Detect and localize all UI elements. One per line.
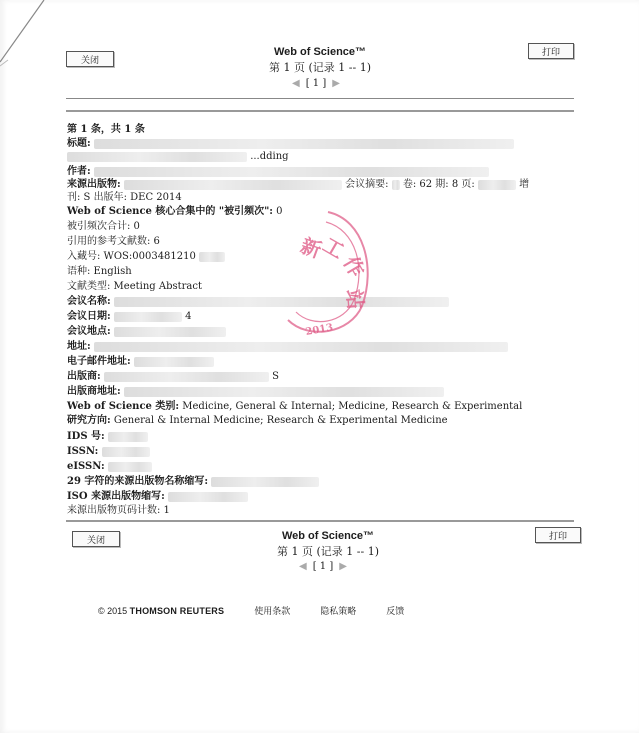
record-meeting-date: 会议日期: 4	[67, 311, 192, 322]
record-iso-abbr: ISO 来源出版物缩写:	[67, 491, 248, 503]
page-info: 第 1 页 (记录 1 -- 1)	[269, 61, 371, 74]
record-count: 第 1 条，共 1 条	[67, 124, 145, 135]
record-title: 标题:	[67, 138, 514, 150]
footer-title: Web of Science™	[281, 530, 375, 542]
prev-page-icon-bottom[interactable]: ◀	[299, 561, 307, 572]
record-publisher: 出版商: S	[67, 371, 279, 382]
print-button-bottom[interactable]: 打印	[535, 527, 581, 543]
pager-current-bottom[interactable]: [ 1 ]	[312, 561, 334, 572]
svg-text:新: 新	[297, 233, 325, 263]
svg-text:作: 作	[338, 251, 370, 282]
close-button-bottom[interactable]: 关闭	[72, 531, 120, 547]
print-button-top[interactable]: 打印	[528, 43, 574, 59]
pager-current[interactable]: [ 1 ]	[305, 78, 327, 89]
svg-text:工: 工	[318, 232, 349, 264]
record-wos-category: Web of Science 类别: Medicine, General & Internal; Medicine, Research & Experimental	[67, 401, 523, 412]
red-seal-stamp	[268, 208, 378, 343]
divider-bottom	[66, 520, 574, 522]
record-meeting-location: 会议地点:	[67, 326, 226, 338]
record-title-cont: ...dding	[67, 151, 289, 163]
record-publisher-address: 出版商地址:	[67, 386, 444, 398]
record-issn: ISSN:	[67, 446, 150, 458]
next-page-icon[interactable]: ▶	[332, 78, 340, 89]
record-language: 语种: English	[67, 266, 132, 277]
record-total-cited: 被引频次合计: 0	[67, 221, 140, 232]
record-eissn: eISSN:	[67, 461, 152, 473]
record-authors: 作者:	[67, 166, 489, 178]
record-email: 电子邮件地址:	[67, 356, 214, 368]
pager-top	[292, 78, 340, 89]
site-footer	[98, 604, 404, 617]
record-research-area: 研究方向: General & Internal Medicine; Research & Experimental Medicine	[67, 415, 448, 426]
record-page-count: 来源出版物页码计数: 1	[67, 505, 170, 516]
record-doc-type: 文献类型: Meeting Abstract	[67, 281, 202, 292]
divider-top-1	[66, 98, 574, 99]
prev-page-icon[interactable]: ◀	[292, 78, 300, 89]
footer-title-block	[258, 530, 398, 559]
record-core-cited: Web of Science 核心合集中的 "被引频次": 0	[67, 206, 283, 217]
record-ref-count: 引用的参考文献数: 6	[67, 236, 160, 247]
copyright: © 2015 THOMSON REUTERS	[98, 605, 225, 616]
header-title-block	[250, 46, 390, 75]
page-title: Web of Science™	[273, 46, 367, 58]
next-page-icon-bottom[interactable]: ▶	[339, 561, 347, 572]
terms-link[interactable]: 使用条款	[254, 606, 291, 616]
record-ids: IDS 号:	[67, 431, 148, 443]
svg-text:2013: 2013	[304, 322, 335, 338]
divider-top-2	[66, 110, 574, 112]
svg-text:站: 站	[342, 288, 368, 311]
footer-page-info: 第 1 页 (记录 1 -- 1)	[277, 545, 379, 558]
pager-bottom	[299, 561, 347, 572]
record-meeting-name: 会议名称:	[67, 296, 449, 308]
record-source-cont: 刊: S 出版年: DEC 2014	[67, 192, 182, 203]
record-abbr29: 29 字符的来源出版物名称缩写:	[67, 476, 319, 488]
privacy-link[interactable]: 隐私策略	[320, 606, 357, 616]
record-accession: 入藏号: WOS:0003481210	[67, 251, 225, 263]
feedback-link[interactable]: 反馈	[386, 606, 405, 616]
close-button-top[interactable]: 关闭	[66, 51, 114, 67]
page-fold-mark	[0, 0, 60, 70]
record-source: 来源出版物: 会议摘要: 卷: 62 期: 8 页: 增	[67, 179, 530, 190]
record-address: 地址:	[67, 341, 508, 353]
